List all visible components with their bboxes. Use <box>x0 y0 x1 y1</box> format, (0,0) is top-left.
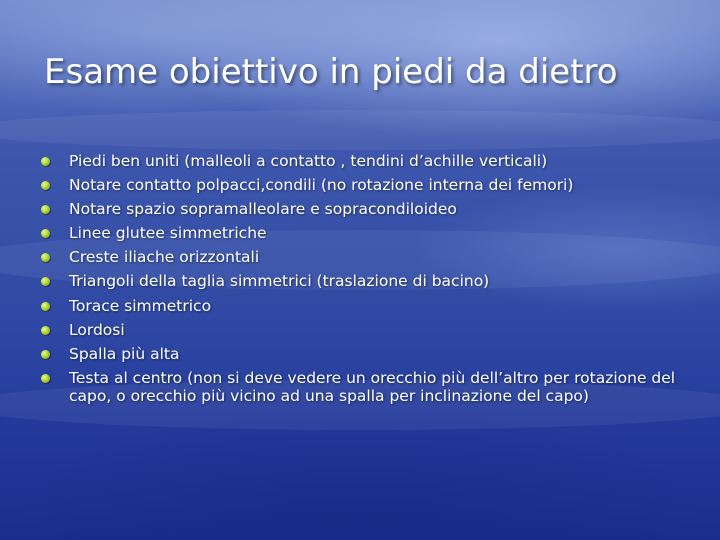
bullet-item <box>40 321 680 340</box>
bullet-text: Testa al centro (non si deve vedere un orecchio più dell’altro per rotazione del capo, o orecchio più vicino ad una spalla per inclinazione del capo) <box>69 368 676 406</box>
bullet-item <box>40 248 680 267</box>
bullet-dot-icon <box>41 277 50 286</box>
bullet-dot-icon <box>41 302 50 311</box>
bullet-item <box>40 224 680 243</box>
bullet-dot-icon <box>41 157 50 166</box>
bullet-item <box>40 272 680 291</box>
slide-title: Esame obiettivo in piedi da dietro <box>44 52 618 92</box>
bullet-dot-icon <box>41 229 50 238</box>
bullet-dot-icon <box>41 374 50 383</box>
bullet-item <box>40 297 680 316</box>
bullet-dot-icon <box>41 350 50 359</box>
bullet-list <box>40 152 680 411</box>
bullet-text: Spalla più alta <box>69 344 180 363</box>
bullet-dot-icon <box>41 181 50 190</box>
background-wave <box>0 110 720 150</box>
bullet-text: Creste iliache orizzontali <box>69 248 260 267</box>
bullet-text: Torace simmetrico <box>69 296 212 315</box>
bullet-text: Notare contatto polpacci,condili (no rotazione interna dei femori) <box>69 176 574 195</box>
bullet-dot-icon <box>41 253 50 262</box>
bullet-item <box>40 176 680 195</box>
bullet-text: Triangoli della taglia simmetrici (traslazione di bacino) <box>69 272 490 291</box>
bullet-text: Notare spazio sopramalleolare e sopracondiloideo <box>69 200 457 219</box>
bullet-dot-icon <box>41 326 50 335</box>
bullet-item <box>40 369 680 406</box>
bullet-item <box>40 152 680 171</box>
bullet-item <box>40 200 680 219</box>
bullet-text: Linee glutee simmetriche <box>69 224 267 243</box>
bullet-text: Piedi ben uniti (malleoli a contatto , tendini d’achille verticali) <box>69 152 548 170</box>
bullet-item <box>40 345 680 364</box>
bullet-dot-icon <box>41 205 50 214</box>
bullet-text: Lordosi <box>69 320 125 339</box>
